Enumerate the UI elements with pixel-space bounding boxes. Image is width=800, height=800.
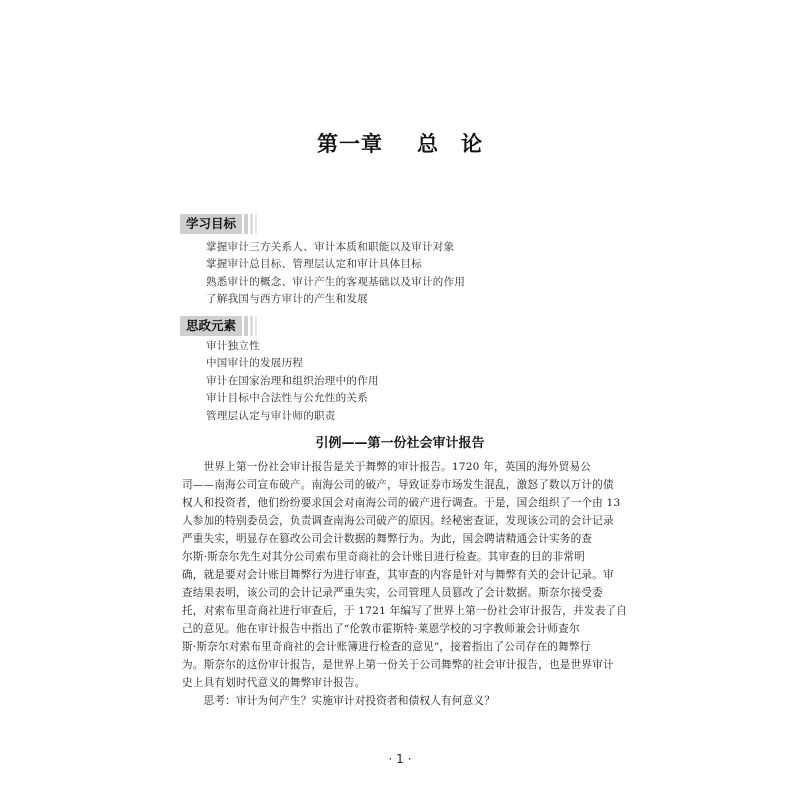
list-item: 中国审计的发展历程 — [206, 357, 304, 370]
list-item: 审计目标中合法性与公允性的关系 — [206, 392, 368, 405]
thinking-question: 思考：审计为何产生？实施审计对投资者和债权人有何意义？ — [182, 695, 496, 707]
paragraph-line: 托，对索布里奇商社进行审查后，于 1721 年编写了世界上第一份社会审计报告，并发表了自 — [182, 605, 628, 617]
tag-decoration — [250, 316, 253, 336]
tag-decoration — [255, 316, 257, 336]
paragraph-line: 确，就是要对会计账目舞弊行为进行审查，其审查的内容是针对与舞弊有关的会计记录。审 — [182, 569, 614, 581]
chapter-number: 第一章 — [317, 131, 383, 156]
tag-decoration — [244, 316, 248, 336]
list-item: 了解我国与西方审计的产生和发展 — [206, 293, 368, 306]
paragraph-line: 查结果表明，该公司的会计记录严重失实，公司管理人员篡改了会计数据。斯奈尔接受委 — [182, 587, 603, 599]
case-title: 引例——第一份社会审计报告 — [315, 436, 485, 451]
paragraph-line: 为。斯奈尔的这份审计报告，是世界上第一份关于公司舞弊的社会审计报告，也是世界审计 — [182, 659, 614, 671]
learning-objectives-label: 学习目标 — [180, 214, 242, 234]
paragraph-line: 严重失实，明显存在篡改公司会计数据的舞弊行为。为此，国会聘请精通会计实务的查 — [182, 533, 593, 545]
chapter-name: 总 论 — [417, 131, 483, 156]
tag-decoration — [250, 214, 253, 234]
ideology-elements-list — [206, 338, 379, 425]
list-item: 掌握审计总目标、管理层认定和审计具体目标 — [206, 258, 422, 271]
ideology-elements-tag — [180, 316, 257, 336]
list-item: 审计独立性 — [206, 340, 260, 352]
paragraph-line: 尔斯·斯奈尔先生对其分公司索布里奇商社的会计账目进行检查。其审查的目的非常明 — [182, 551, 585, 563]
paragraph-line: 斯·斯奈尔对索布里奇商社的会计账簿进行检查的意见”，接着指出了公司存在的舞弊行 — [182, 641, 591, 653]
list-item: 审计在国家治理和组织治理中的作用 — [206, 374, 379, 387]
chapter-title — [0, 128, 800, 158]
list-item: 掌握审计三方关系人、审计本质和职能以及审计对象 — [206, 241, 455, 253]
tag-decoration — [244, 214, 248, 234]
paragraph-line: 史上具有划时代意义的舞弊审计报告。 — [182, 677, 366, 689]
paragraph-line: 司——南海公司宣布破产。南海公司的破产，导致证券市场发生混乱，激怒了数以万计的债 — [182, 479, 614, 491]
case-body — [182, 458, 634, 710]
list-item: 熟悉审计的概念、审计产生的客观基础以及审计的作用 — [206, 275, 466, 288]
learning-objectives-tag — [180, 214, 257, 234]
learning-objectives-list — [206, 239, 465, 309]
paragraph-line: 人参加的特别委员会，负责调查南海公司破产的原因。经秘密查证，发现该公司的会计记录 — [182, 515, 614, 527]
page-number: · 1 · — [388, 752, 412, 766]
tag-decoration — [255, 214, 257, 234]
list-item: 管理层认定与审计师的职责 — [206, 409, 336, 422]
ideology-elements-label: 思政元素 — [180, 316, 242, 336]
paragraph-line: 世界上第一份社会审计报告是关于舞弊的审计报告。1720 年，英国的海外贸易公 — [182, 461, 592, 473]
paragraph-line: 权人和投资者，他们纷纷要求国会对南海公司的破产进行调查。于是，国会组织了一个由 13 — [182, 497, 621, 509]
paragraph-line: 己的意见。他在审计报告中指出了“伦敦市霍斯特·莱恩学校的习字教师兼会计师查尔 — [182, 623, 580, 635]
